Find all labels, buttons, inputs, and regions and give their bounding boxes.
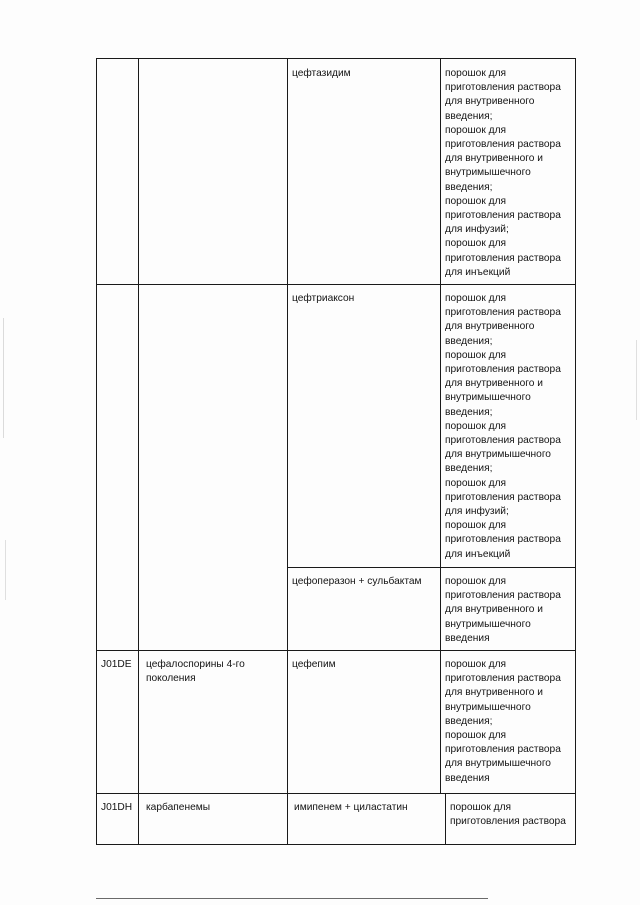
table-border-bottom <box>96 844 576 845</box>
dosage-form-cell: порошок для приготовления раствора для внутривенного введения; порошок для приготовления раствора для внутривенного и внутримышечного введения; порошок для приготовления раствора для инфузий; порошок для приготовления раствора для инъекций <box>445 68 561 278</box>
row-divider <box>96 650 576 651</box>
row-divider <box>96 793 576 794</box>
drug-name-cell: имипенем + циластатин <box>294 802 408 813</box>
scan-artifact <box>3 318 4 438</box>
scan-artifact <box>636 340 637 420</box>
table-border-top <box>96 58 576 59</box>
drug-group-cell: цефалоспорины 4-го поколения <box>146 659 245 685</box>
drug-name-cell: цефтриаксон <box>292 293 355 304</box>
dosage-form-cell: порошок для приготовления раствора для внутривенного введения; порошок для приготовления раствора для внутривенного и внутримышечного введения; порошок для приготовления раствора для внутримышечного введения; порошок для приготовления раствора для инфузий; порошок для приготовления раствора для инъекций <box>445 293 561 560</box>
row-divider <box>287 567 576 568</box>
column-divider <box>138 58 139 845</box>
atc-code-cell: J01DE <box>101 659 132 670</box>
drug-name-cell: цефтазидим <box>292 68 351 79</box>
row-divider <box>96 284 576 285</box>
column-divider <box>287 58 288 845</box>
dosage-form-cell: порошок для приготовления раствора для внутривенного и внутримышечного введения; порошок для приготовления раствора для внутримышечного введения <box>445 659 561 784</box>
page-bottom-rule <box>96 898 488 899</box>
drug-group-cell: карбапенемы <box>146 802 211 813</box>
atc-code-cell: J01DH <box>101 802 133 813</box>
scan-artifact <box>5 540 6 600</box>
drug-name-cell: цефепим <box>292 659 336 670</box>
dosage-form-cell: порошок для приготовления раствора для внутривенного и внутримышечного введения <box>445 576 561 644</box>
table-border-left <box>96 58 97 845</box>
column-divider <box>445 793 446 845</box>
table-border-right <box>575 58 576 845</box>
dosage-form-cell: порошок для приготовления раствора <box>450 802 566 828</box>
drug-name-cell: цефоперазон + сульбактам <box>292 576 422 587</box>
column-divider <box>440 58 441 793</box>
